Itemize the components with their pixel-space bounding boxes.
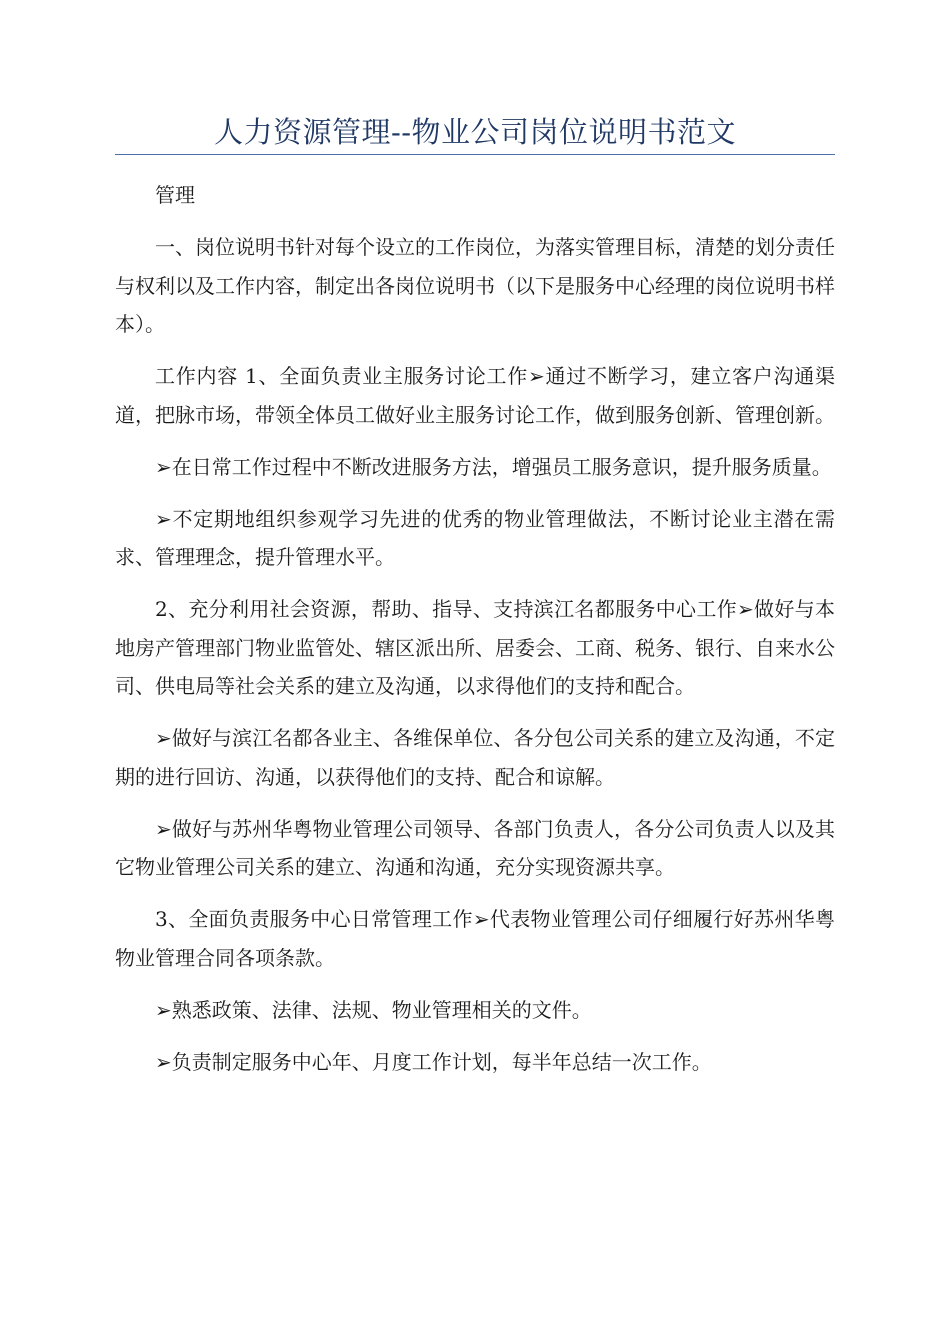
paragraph: ➢熟悉政策、法律、法规、物业管理相关的文件。 — [155, 997, 592, 1022]
paragraph: ➢不定期地组织参观学习先进的优秀的物业管理做法，不断讨论业主潜在需求、管理理念，提升管理水平。 — [115, 506, 835, 569]
paragraph: 2、充分利用社会资源，帮助、指导、支持滨江名都服务中心工作➢做好与本地房产管理部门物业监管处、辖区派出所、居委会、工商、税务、银行、自来水公司、供电局等社会关系的建立及沟通，以求得他们的支持和配合。 — [115, 597, 835, 698]
document-body — [115, 176, 835, 1095]
paragraph: 管理 — [155, 183, 195, 207]
paragraph: 一、岗位说明书针对每个设立的工作岗位，为落实管理目标，清楚的划分责任与权利以及工作内容，制定出各岗位说明书（以下是服务中心经理的岗位说明书样本）。 — [115, 235, 835, 336]
paragraph: ➢在日常工作过程中不断改进服务方法，增强员工服务意识，提升服务质量。 — [155, 454, 832, 479]
document-title: 人力资源管理--物业公司岗位说明书范文 — [213, 115, 737, 149]
paragraph: 3、全面负责服务中心日常管理工作➢代表物业管理公司仔细履行好苏州华粤物业管理合同各项条款。 — [115, 907, 835, 970]
paragraph: ➢做好与苏州华粤物业管理公司领导、各部门负责人，各分公司负责人以及其它物业管理公司关系的建立、沟通和沟通，充分实现资源共享。 — [115, 816, 835, 879]
paragraph: ➢负责制定服务中心年、月度工作计划，每半年总结一次工作。 — [155, 1049, 712, 1074]
title-underline — [115, 154, 835, 155]
paragraph: ➢做好与滨江名都各业主、各维保单位、各分包公司关系的建立及沟通，不定期的进行回访、沟通，以获得他们的支持、配合和谅解。 — [115, 726, 835, 789]
paragraph: 工作内容 1、全面负责业主服务讨论工作➢通过不断学习，建立客户沟通渠道，把脉市场，带领全体员工做好业主服务讨论工作，做到服务创新、管理创新。 — [115, 364, 835, 427]
